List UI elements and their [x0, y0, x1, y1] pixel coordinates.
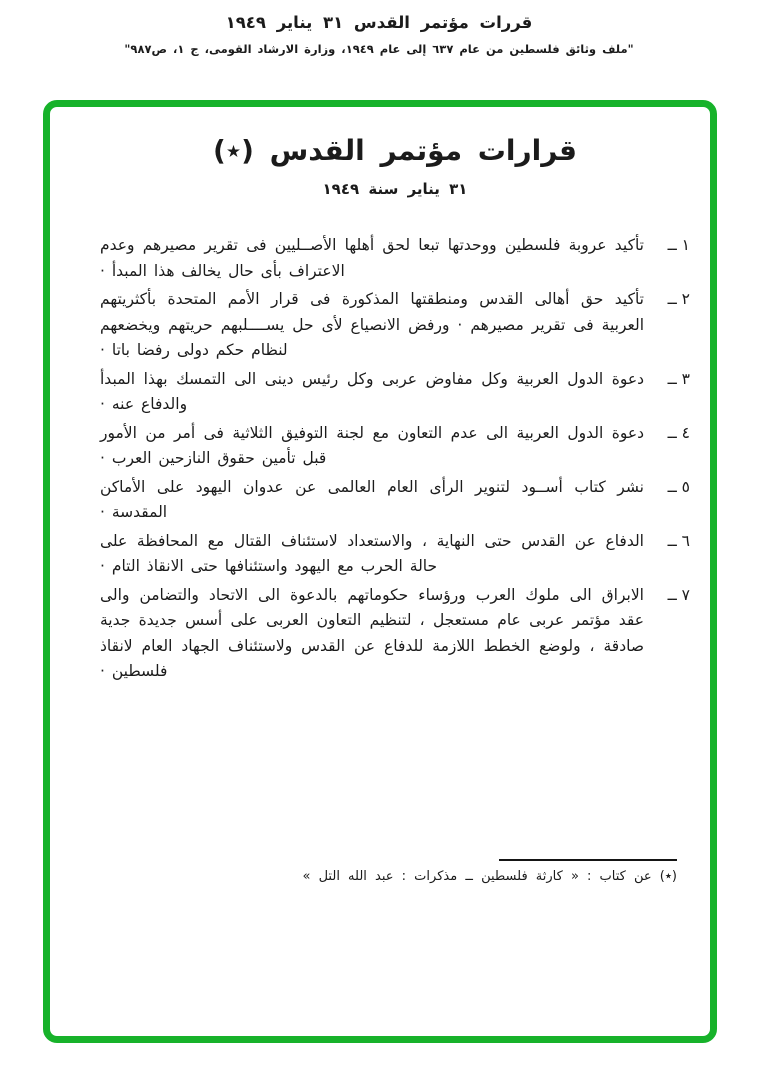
item-text: تأكيد عروبة فلسطين ووحدتها تبعا لحق أهلها الأصــليين فى تقرير مصيرهم وعدم الاعتراف بأى حال يخالف هذا المبدأ ·: [100, 236, 644, 280]
page-header: [0, 0, 758, 56]
item-text: دعوة الدول العربية الى عدم التعاون مع لجنة التوفيق الثلاثية فى أمر من الأمور قبل تأمين حقوق النازحين العرب ·: [100, 423, 644, 467]
resolution-item-2: [100, 287, 690, 364]
item-text: نشر كتاب أســود لتنوير الرأى العام العالمى عن عدوان اليهود على الأماكن المقدسة ·: [100, 477, 644, 521]
header-source-line: "ملف وثائق فلسطين من عام ٦٣٧ إلى عام ١٩٤٩، وزارة الارشاد القومى، ج ١، ص٩٨٧": [124, 42, 634, 56]
item-number: ٢ ــ: [667, 290, 690, 308]
resolution-item-7: [100, 583, 690, 685]
resolution-item-5: [100, 475, 690, 526]
item-text: الابراق الى ملوك العرب ورؤساء حكوماتهم بالدعوة الى الاتحاد والتضامن والى عقد مؤتمر عربى عام مستعجل ، لتنظيم التعاون العربى على أسس جديدة جدية صادقة ، ولوضع الخطط اللازمة للدفاع عن القدس ولاستئناف الجهاد العام لانقاذ فلسطين ·: [100, 585, 644, 680]
item-number: ٣ ــ: [667, 369, 690, 388]
footnote: [110, 859, 677, 884]
item-number: ٧ ــ: [667, 585, 690, 604]
document-date: ٣١ يناير سنة ١٩٤٩: [322, 180, 468, 198]
document-frame: [43, 100, 717, 1043]
resolution-item-4: [100, 421, 690, 472]
resolution-item-1: [100, 233, 690, 284]
footnote-separator: [499, 859, 677, 861]
item-number: ٤ ــ: [667, 423, 690, 442]
item-number: ٥ ــ: [667, 477, 690, 496]
resolutions-list: [100, 233, 690, 685]
resolution-item-3: [100, 367, 690, 418]
item-text: الدفاع عن القدس حتى النهاية ، والاستعداد لاستئناف القتال مع المحافظة على حالة الحرب مع اليهود واستئنافها حتى الانقاذ التام ·: [100, 531, 644, 575]
item-text: تأكيد حق أهالى القدس ومنطقتها المذكورة فى قرار الأمم المتحدة بأكثريتهم العربية فى تقرير مصيرهم · ورفض الانصياع لأى حل يســــلبهم حريتهم ويخضعهم لنظام حكم دولى رفضا باتا ·: [100, 290, 644, 359]
item-text: دعوة الدول العربية وكل مفاوض عربى وكل رئيس دينى الى التمسك بهذا المبدأ والدفاع عنه ·: [100, 369, 644, 413]
header-title: قررات مؤتمر القدس ٣١ يناير ١٩٤٩: [225, 13, 533, 32]
footnote-text: (٭) عن كتاب : « كارثة فلسطين ــ مذكرات : عبد الله التل »: [302, 869, 677, 884]
document-title: قرارات مؤتمر القدس (٭): [213, 134, 577, 167]
item-number: ١ ــ: [667, 236, 690, 254]
resolution-item-6: [100, 529, 690, 580]
item-number: ٦ ــ: [667, 531, 690, 550]
